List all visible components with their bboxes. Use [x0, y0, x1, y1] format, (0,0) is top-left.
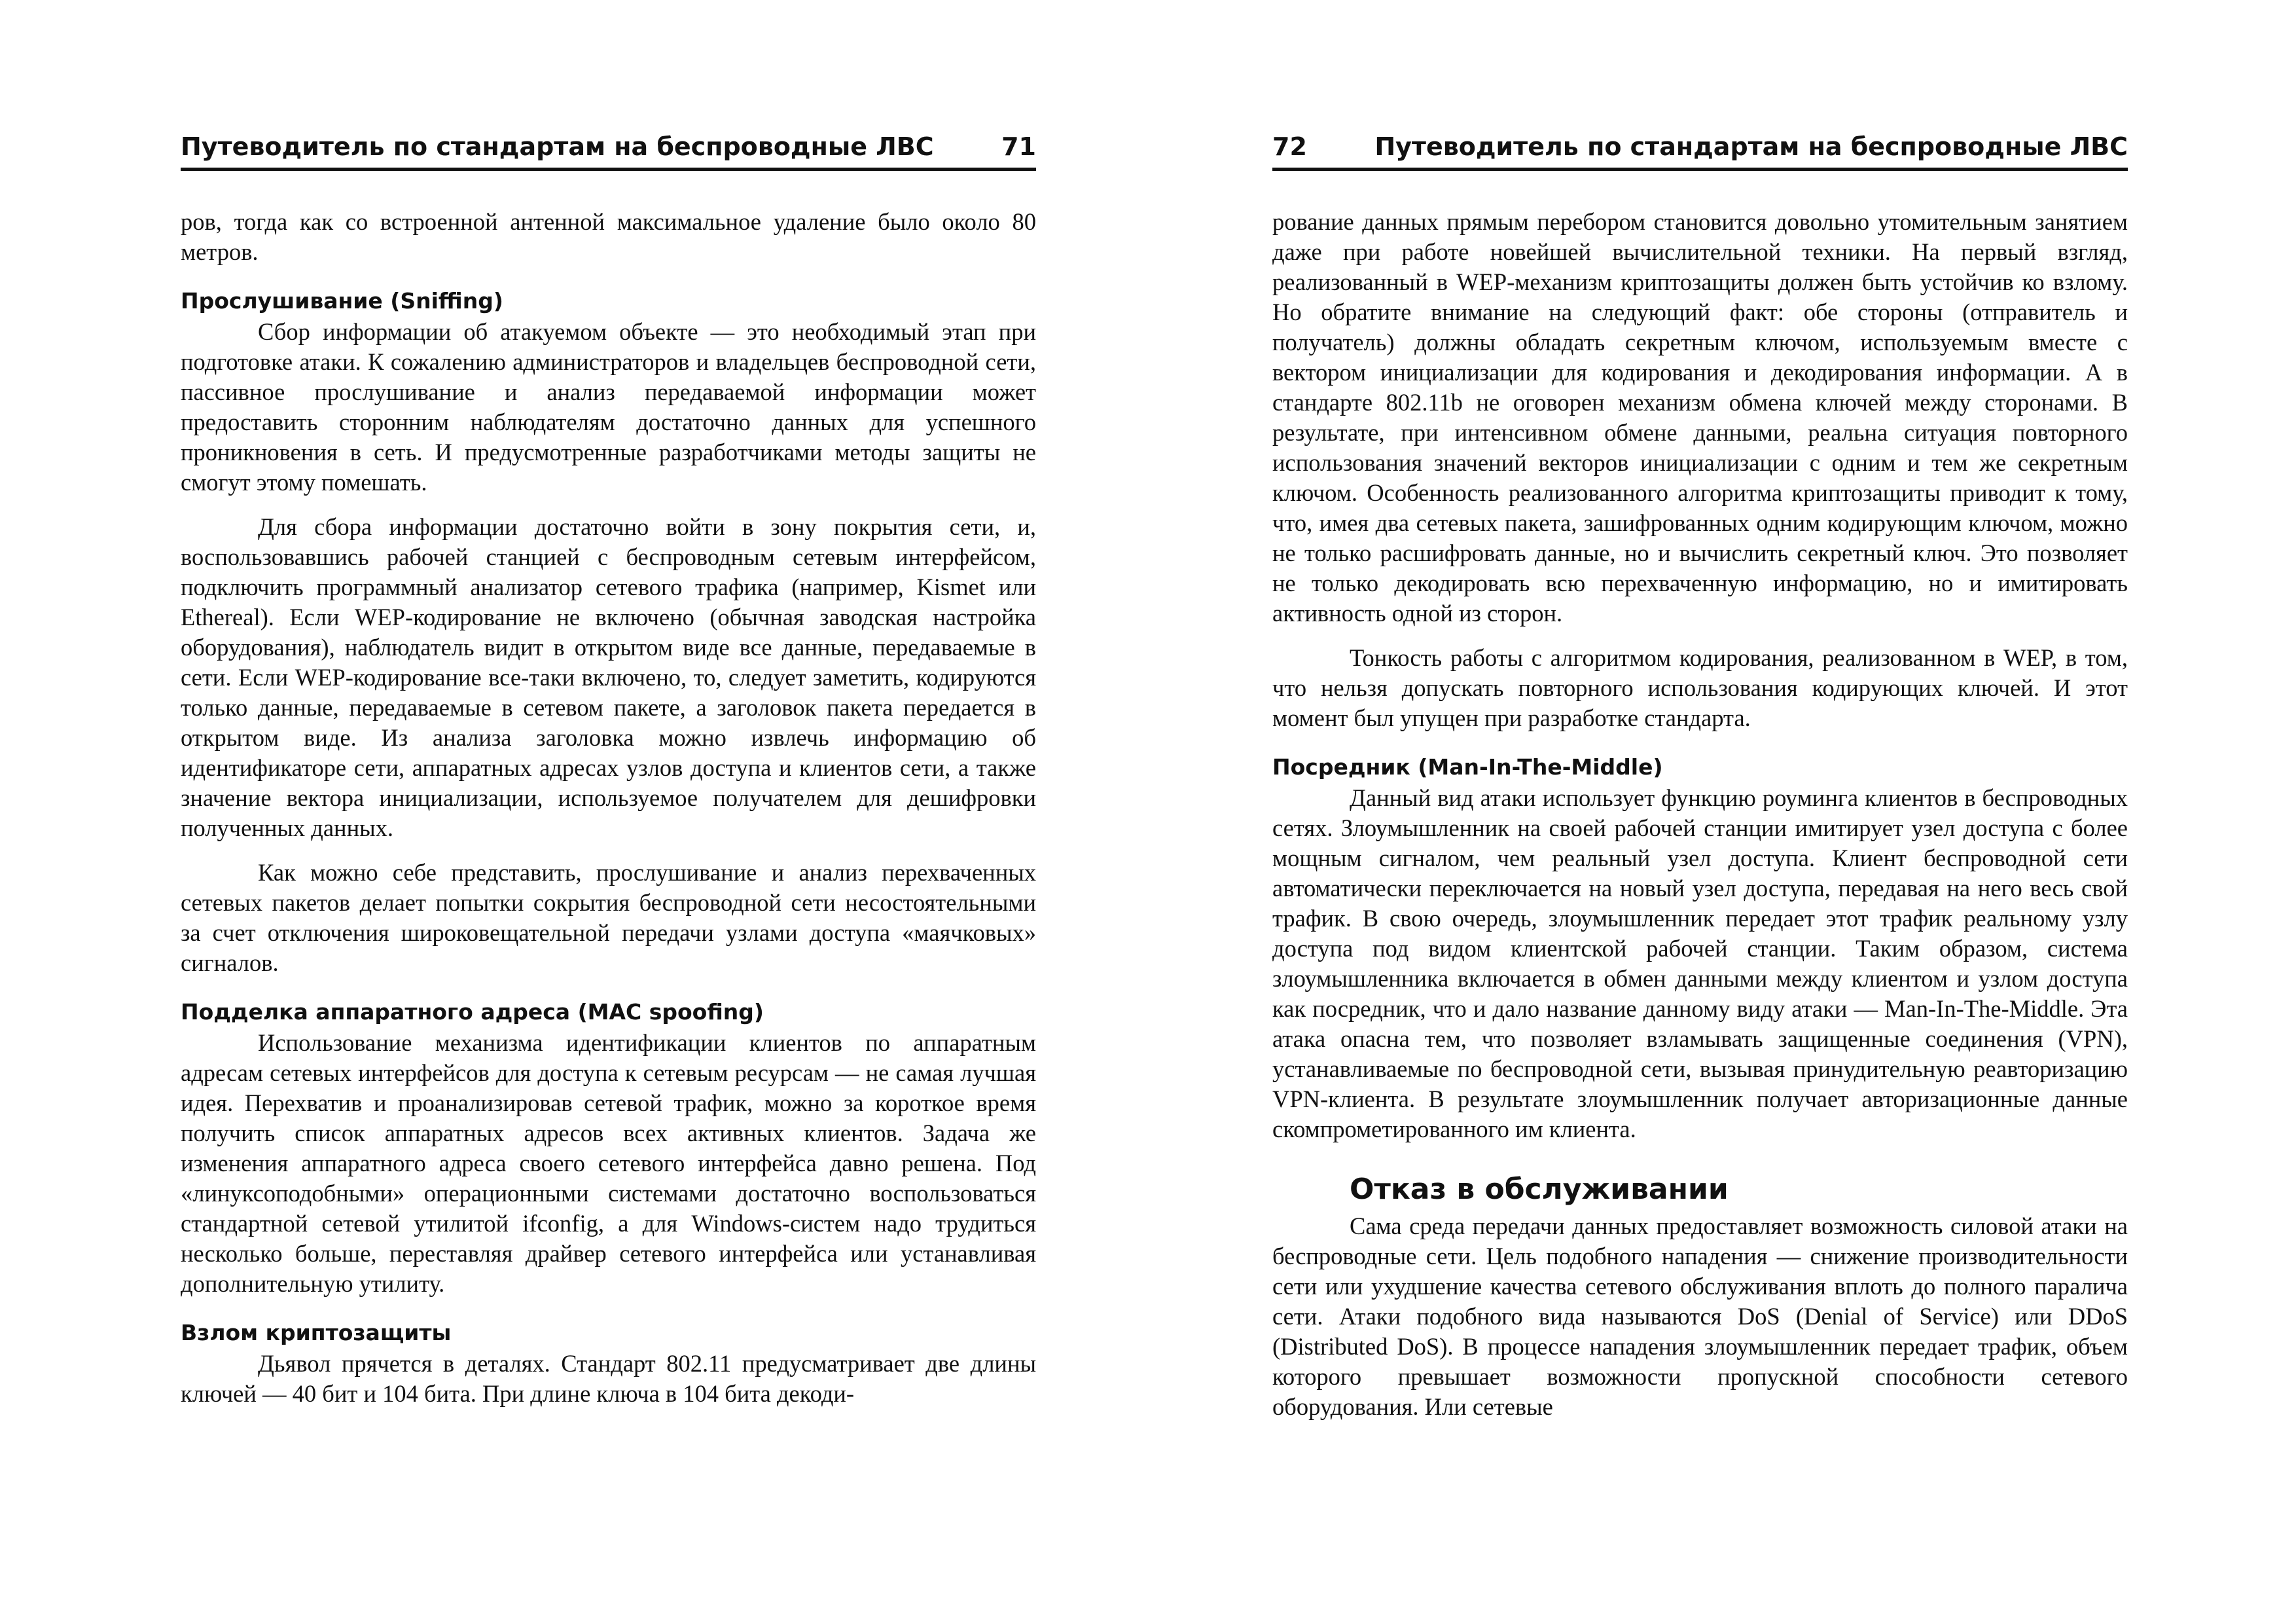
- paragraph: Как можно себе представить, прослушивание и анализ перехваченных сетевых пакетов делает попытки сокрытия беспроводной сети несостоятельными за счет отключения широковещательной передачи узлами доступа «маячковых» сигналов.: [181, 859, 1036, 976]
- running-head-title: Путеводитель по стандартам на беспроводные ЛВС: [181, 132, 934, 161]
- paragraph: Для сбора информации достаточно войти в зону покрытия сети, и, воспользовавшись рабочей станцией с беспроводным сетевым интерфейсом, подключить программный анализатор сетевого трафика (например, Kismet или Ethereal). Если WEP-кодирование не включено (обычная заводская настройка оборудования), наблюдатель видит в открытом виде все данные, передаваемые в сети. Если WEP-кодирование все-таки включено, то, следует заметить, кодируются только данные, передаваемые в сетевом пакете, а заголовок пакета передается в открытом виде. Из анализа заголовка можно извлечь информацию об идентификаторе сети, аппаратных адресах узлов доступа и клиентов сети, а также значение вектора инициализации, используемое получателем для дешифровки полученных данных.: [181, 513, 1036, 841]
- paragraph: Сбор информации об атакуемом объекте — это необходимый этап при подготовке атаки. К сожалению администраторов и владельцев беспроводной сети, пассивное прослушивание и анализ передаваемой информации может предоставить сторонним наблюдателям достаточно данных для успешного проникновения в сеть. И предусмотренные разработчиками методы защиты не смогут этому помешать.: [181, 318, 1036, 496]
- running-head: [181, 126, 1036, 171]
- running-head-title: Путеводитель по стандартам на беспроводные ЛВС: [1374, 132, 2128, 161]
- section-heading-sniffing: Прослушивание (Sniffing): [181, 288, 503, 314]
- paragraph: Дьявол прячется в деталях. Стандарт 802.11 предусматривает две длины ключей — 40 бит и 104 бита. При длине ключа в 104 бита декоди-: [181, 1350, 1036, 1407]
- paragraph: Тонкость работы с алгоритмом кодирования, реализованном в WEP, в том, что нельзя допускать повторного использования кодирующих ключей. И этот момент был упущен при разработке стандарта.: [1272, 644, 2128, 731]
- section-heading-mitm: Посредник (Man-In-The-Middle): [1272, 754, 1663, 780]
- page-number: 72: [1272, 132, 1307, 161]
- section-heading-crypto: Взлом криптозащиты: [181, 1320, 452, 1345]
- running-head: [1272, 126, 2128, 171]
- paragraph: Использование механизма идентификации клиентов по аппаратным адресам сетевых интерфейсов для доступа к сетевым ресурсам — не самая лучшая идея. Перехватив и проанализировав сетевой трафик, можно за короткое время получить список аппаратных адресов всех активных клиентов. Задача же изменения аппаратного адреса своего сетевого интерфейса давно решена. Под «линуксоподобными» операционными системами достаточно воспользоваться стандартной сетевой утилитой ifconfig, а для Windows-систем надо трудиться несколько больше, переставляя драйвер сетевого интерфейса или устанавливая дополнительную утилиту.: [181, 1029, 1036, 1297]
- paragraph: Сама среда передачи данных предоставляет возможность силовой атаки на беспроводные сети. Цель подобного нападения — снижение производительности сети или ухудшение качества сетевого обслуживания вплоть до полного паралича сети. Атаки подобного вида называются DoS (Denial of Service) или DDoS (Distributed DoS). В процессе нападения злоумышленник передает трафик, объем которого превышает возможности пропускной способности сетевого оборудования. Или сетевые: [1272, 1213, 2128, 1420]
- left-page-body: [181, 207, 1036, 1423]
- paragraph: рование данных прямым перебором становится довольно утомительным занятием даже при работе новейшей вычислительной техники. На первый взгляд, реализованный в WEP-механизм криптозащиты должен быть устойчив ко взлому. Но обратите внимание на следующий факт: обе стороны (отправитель и получатель) должны обладать секретным ключом, используемым вместе с вектором инициализации для кодирования и декодирования информации. А в стандарте 802.11b не оговорен механизм обмена ключей между сторонами. В результате, при интенсивном обмене данными, реальна ситуация повторного использования значений векторов инициализации с одним и тем же секретным ключом. Особенность реализованного алгоритма криптозащиты приводит к тому, что, имея два сетевых пакета, зашифрованных одним кодирующим ключом, можно не только расшифровать данные, но и вычислить секретный ключ. Это позволяет не только декодировать всю перехваченную информацию, но и имитировать активность одной из сторон.: [1272, 208, 2128, 627]
- section-heading-dos: Отказ в обслуживании: [1350, 1173, 1729, 1206]
- paragraph: Данный вид атаки использует функцию роуминга клиентов в беспроводных сетях. Злоумышленник на своей рабочей станции имитирует узел доступа с более мощным сигналом, чем реальный узел доступа. Клиент беспроводной сети автоматически переключается на новый узел доступа, передавая на него весь свой трафик. В свою очередь, злоумышленник передает этот трафик реальному узлу доступа под видом клиентской рабочей станции. Таким образом, система злоумышленника включается в обмен данными между клиентом и узлом доступа как посредник, что и дало название данному виду атаки — Man-In-The-Middle. Эта атака опасна тем, что позволяет взламывать защищенные соединения (VPN), устанавливаемые по беспроводной сети, вызывая принудительную реавторизацию VPN-клиента. В результате злоумышленник получает авторизационные данные скомпрометированного им клиента.: [1272, 784, 2128, 1142]
- paragraph: ров, тогда как со встроенной антенной максимальное удаление было около 80 метров.: [181, 208, 1036, 265]
- section-heading-mac-spoofing: Подделка аппаратного адреса (MAC spoofing): [181, 999, 764, 1025]
- page-number: 71: [1001, 132, 1036, 161]
- right-page-body: [1272, 207, 2128, 1436]
